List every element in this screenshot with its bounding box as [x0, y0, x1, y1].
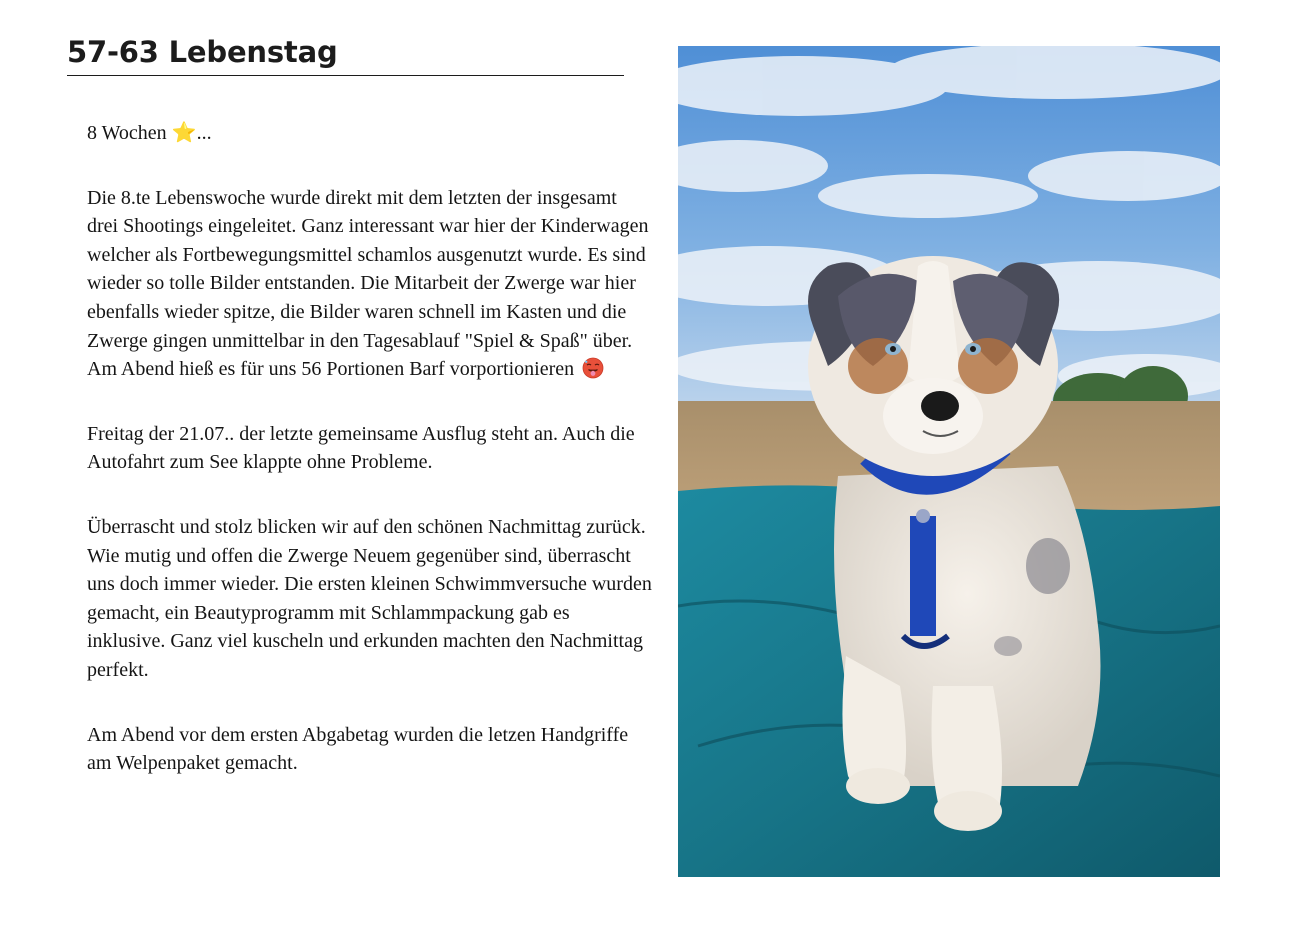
- intro-line: [87, 118, 652, 148]
- paragraph-evening: Am Abend vor dem ersten Abgabetag wurden die letzen Handgriffe am Welpenpaket gemacht.: [87, 723, 629, 775]
- paragraph-shooting: [87, 184, 652, 384]
- paragraph-afternoon: Überrascht und stolz blicken wir auf den schönen Nachmittag zurück. Wie mutig und offen die Zwerge Neuem gegenüber sind, überrascht uns doch immer wieder. Die ersten kleinen Schwimmversuche wurden gemacht, ein Beautyprogramm mit Schlammpackung gab es inklusive. Ganz viel kuscheln und erkunden machten den Nachmittag perfekt.: [87, 515, 652, 681]
- star-emoji-icon: ⭐: [171, 120, 197, 144]
- page-title: 57-63 Lebenstag: [67, 30, 624, 76]
- intro-suffix: ...: [196, 122, 212, 144]
- puppy-photo: [678, 46, 1220, 877]
- paragraph-shooting-text: Die 8.te Lebenswoche wurde direkt mit dem letzten der insgesamt drei Shootings eingeleitet. Ganz interessant war hier der Kinderwagen welcher als Fortbewegungsmittel schamlos ausgenutzt wurde. Es sind wieder so tolle Bilder entstanden. Die Mitarbeit der Zwerge war hier ebenfalls wieder spitze, die Bilder waren schnell im Kasten und die Zwerge gingen unmittelbar in den Tagesablauf "Spiel & Spaß" über. Am Abend hieß es für uns 56 Portionen Barf vorportionieren: [87, 186, 649, 381]
- intro-text: 8 Wochen: [87, 122, 167, 144]
- hot-face-emoji-icon: [582, 357, 604, 379]
- puppy-photo-illustration: [678, 46, 1220, 877]
- article-body: [87, 118, 652, 814]
- paragraph-trip: Freitag der 21.07.. der letzte gemeinsame Ausflug steht an. Auch die Autofahrt zum See klappte ohne Probleme.: [87, 422, 635, 474]
